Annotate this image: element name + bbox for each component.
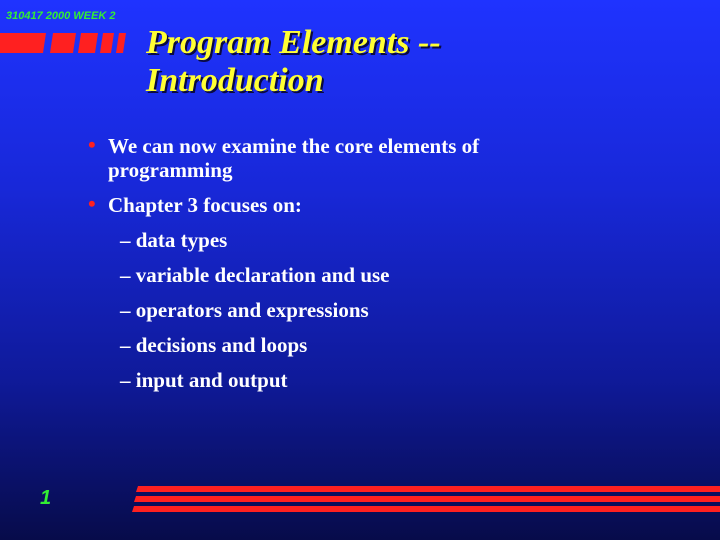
accent-stripe: [134, 496, 720, 502]
bullet-dot-icon: •: [88, 132, 96, 157]
sub-item: – data types: [120, 228, 228, 252]
bottom-accent-stripes: [128, 484, 720, 514]
bullet-text: Chapter 3 focuses on:: [108, 193, 302, 217]
accent-bar: [0, 33, 46, 53]
slide-title: [146, 24, 441, 100]
accent-bar: [100, 33, 114, 53]
sub-item: – operators and expressions: [120, 298, 369, 322]
accent-bar: [50, 33, 76, 53]
accent-stripe: [132, 506, 720, 512]
sub-item: – input and output: [120, 368, 288, 392]
course-code-label: 310417 2000 WEEK 2: [6, 10, 116, 22]
sub-item: – decisions and loops: [120, 333, 308, 357]
bullet-dot-icon: •: [88, 191, 96, 216]
page-number: 1: [40, 487, 52, 509]
slide-content: [86, 134, 606, 403]
accent-bar: [116, 33, 126, 53]
accent-stripe: [136, 486, 720, 492]
bullet-item: [86, 134, 606, 182]
top-accent-bars: [0, 30, 140, 56]
accent-bar: [78, 33, 98, 53]
sub-item: – variable declaration and use: [120, 263, 390, 287]
slide-title-line-2: Introduction: [146, 62, 324, 99]
bullet-text: We can now examine the core elements of programming: [108, 134, 480, 182]
slide-title-line-1: Program Elements --: [146, 24, 441, 61]
bullet-item: [86, 193, 606, 217]
